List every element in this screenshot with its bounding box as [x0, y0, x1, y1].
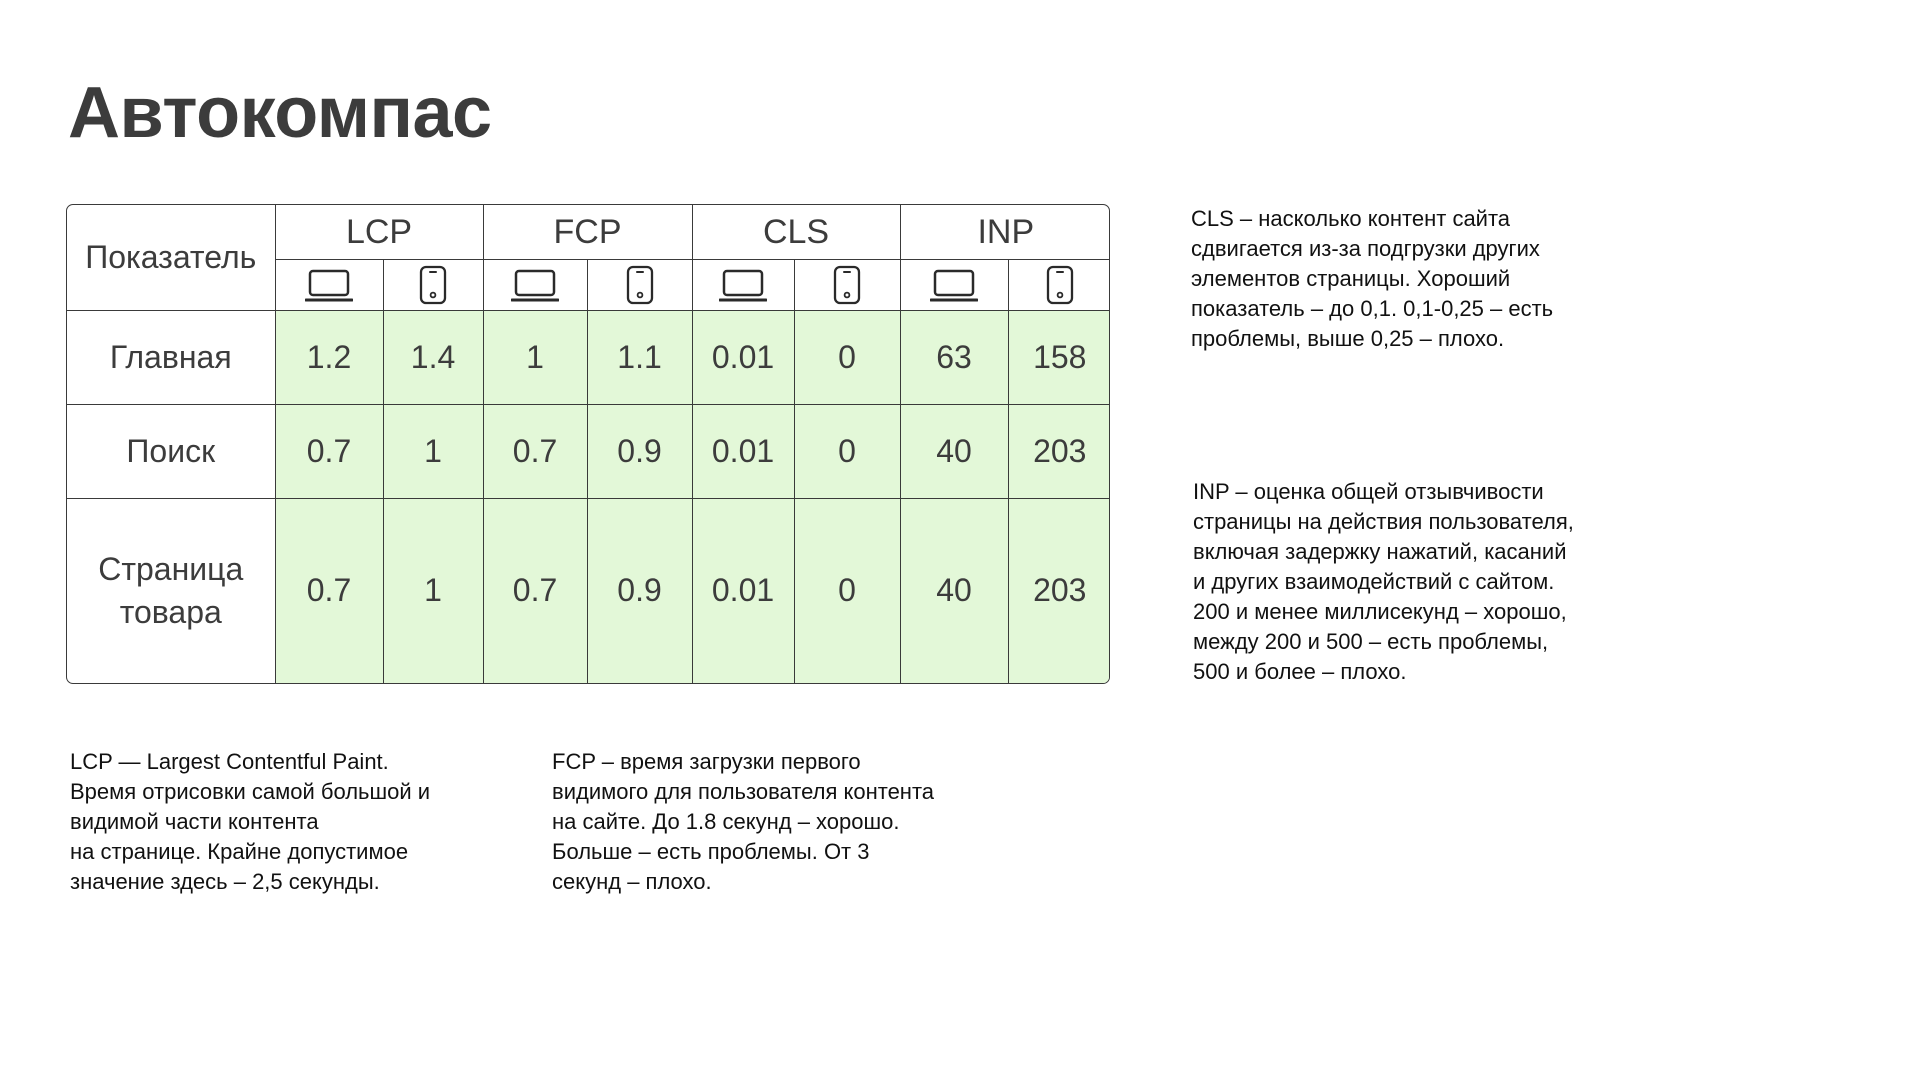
laptop-icon: [900, 260, 1008, 311]
phone-icon: [587, 260, 692, 311]
value-cell: 0.9: [587, 498, 692, 683]
row-label: Страница товара: [67, 498, 275, 683]
value-cell: 0.9: [587, 404, 692, 498]
value-cell: 0.01: [692, 404, 794, 498]
value-cell: 0.7: [275, 404, 383, 498]
lcp-description: LCP — Largest Contentful Paint. Время отрисовки самой большой и видимой части контента на странице. Крайне допустимое значение здесь – 2,5 секунды.: [70, 749, 431, 894]
value-cell: 1.2: [275, 311, 383, 405]
metric-header-lcp: LCP: [275, 205, 483, 260]
metrics-table-wrapper: [66, 204, 1110, 684]
row-label: Главная: [67, 311, 275, 405]
value-cell: 0.01: [692, 498, 794, 683]
fcp-description: FCP – время загрузки первого видимого для пользователя контента на сайте. До 1.8 секунд – хорошо. Больше – есть проблемы. От 3 секунд – плохо.: [552, 749, 935, 894]
value-cell: 158: [1008, 311, 1110, 405]
value-cell: 0.01: [692, 311, 794, 405]
value-cell: 0: [794, 311, 900, 405]
row-header-label: Показатель: [67, 205, 275, 311]
phone-icon: [1008, 260, 1110, 311]
table-row: [67, 311, 1110, 405]
value-cell: 0.7: [483, 404, 587, 498]
value-cell: 40: [900, 404, 1008, 498]
value-cell: 1: [483, 311, 587, 405]
cls-description: CLS – насколько контент сайта сдвигается из-за подгрузки других элементов страницы. Хороший показатель – до 0,1. 0,1-0,25 – есть проблемы, выше 0,25 – плохо.: [1191, 206, 1554, 351]
value-cell: 1.4: [383, 311, 483, 405]
value-cell: 0.7: [275, 498, 383, 683]
metrics-table: [67, 205, 1110, 683]
table-row: [67, 404, 1110, 498]
value-cell: 1: [383, 404, 483, 498]
table-row: [67, 498, 1110, 683]
phone-icon: [383, 260, 483, 311]
page-title: Автокомпас: [68, 73, 492, 153]
metric-header-inp: INP: [900, 205, 1110, 260]
metric-header-cls: CLS: [692, 205, 900, 260]
value-cell: 0: [794, 498, 900, 683]
value-cell: 203: [1008, 404, 1110, 498]
value-cell: 40: [900, 498, 1008, 683]
row-label: Поиск: [67, 404, 275, 498]
phone-icon: [794, 260, 900, 311]
laptop-icon: [275, 260, 383, 311]
value-cell: 1: [383, 498, 483, 683]
metric-header-fcp: FCP: [483, 205, 692, 260]
value-cell: 0.7: [483, 498, 587, 683]
laptop-icon: [483, 260, 587, 311]
value-cell: 1.1: [587, 311, 692, 405]
inp-description: INP – оценка общей отзывчивости страницы на действия пользователя, включая задержку нажатий, касаний и других взаимодействий с сайтом. 200 и менее миллисекунд – хорошо, между 200 и 500 – есть проблемы, 500 и более – плохо.: [1193, 479, 1574, 684]
value-cell: 0: [794, 404, 900, 498]
laptop-icon: [692, 260, 794, 311]
value-cell: 203: [1008, 498, 1110, 683]
value-cell: 63: [900, 311, 1008, 405]
